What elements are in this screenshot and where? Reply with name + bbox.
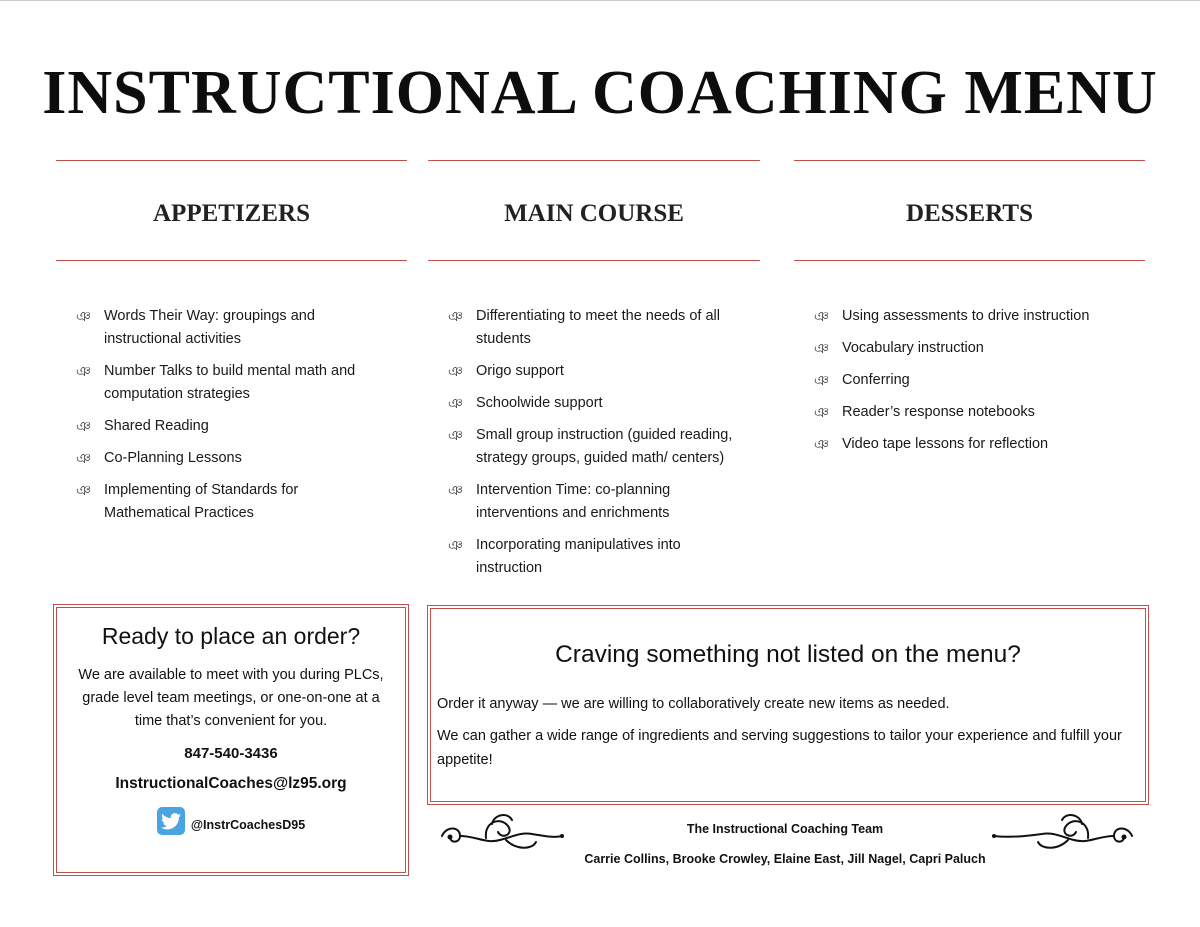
twitter-bird-icon xyxy=(157,807,185,835)
craving-paragraph: We can gather a wide range of ingredients and serving suggestions to tailor your experience and fulfill your appetite! xyxy=(437,728,1122,768)
list-item: ঞ Vocabulary instruction xyxy=(814,337,1134,360)
craving-title: Craving something not listed on the menu? xyxy=(555,641,1021,668)
list-item: ঞ Differentiating to meet the needs of all students xyxy=(448,305,748,351)
fleuron-bullet-icon: ঞ xyxy=(814,372,829,388)
divider xyxy=(794,260,1145,261)
list-item: ঞ Origo support xyxy=(448,360,748,383)
desserts-list xyxy=(814,305,1134,465)
list-item: ঞ Reader’s response notebooks xyxy=(814,401,1134,424)
flourish-ornament-icon xyxy=(988,810,1138,858)
list-item: ঞ Implementing of Standards for Mathematical Practices xyxy=(76,479,376,525)
order-body: We are available to meet with you during PLCs, grade level team meetings, or one-on-one at a time that’s convenient for you. xyxy=(78,667,384,729)
craving-box xyxy=(430,608,1146,802)
list-item: ঞ Number Talks to build mental math and computation strategies xyxy=(76,360,376,406)
list-item: ঞ Words Their Way: groupings and instructional activities xyxy=(76,305,376,351)
list-item: ঞ Intervention Time: co-planning interventions and enrichments xyxy=(448,479,748,525)
fleuron-bullet-icon: ঞ xyxy=(814,308,829,324)
fleuron-bullet-icon: ঞ xyxy=(814,340,829,356)
divider xyxy=(56,260,407,261)
divider xyxy=(428,160,760,161)
fleuron-bullet-icon: ঞ xyxy=(814,404,829,420)
fleuron-bullet-icon: ঞ xyxy=(76,450,91,466)
team-title: The Instructional Coaching Team xyxy=(686,822,884,836)
fleuron-bullet-icon: ঞ xyxy=(448,427,463,443)
list-item: ঞ Shared Reading xyxy=(76,415,376,438)
order-title: Ready to place an order? xyxy=(101,623,361,649)
twitter-link[interactable] xyxy=(57,807,405,835)
divider xyxy=(428,260,760,261)
list-item: ঞ Conferring xyxy=(814,369,1134,392)
twitter-handle: @InstrCoachesD95 xyxy=(190,818,306,832)
fleuron-bullet-icon: ঞ xyxy=(814,436,829,452)
list-item: ঞ Co-Planning Lessons xyxy=(76,447,376,470)
fleuron-bullet-icon: ঞ xyxy=(76,482,91,498)
flourish-ornament-icon xyxy=(436,810,566,858)
fleuron-bullet-icon: ঞ xyxy=(76,418,91,434)
divider xyxy=(794,160,1145,161)
appetizers-list xyxy=(76,305,376,534)
list-item: ঞ Small group instruction (guided reading, strategy groups, guided math/ centers) xyxy=(448,424,748,470)
column-heading: APPETIZERS xyxy=(153,200,310,227)
main-course-column xyxy=(428,160,760,576)
fleuron-bullet-icon: ঞ xyxy=(448,537,463,553)
fleuron-bullet-icon: ঞ xyxy=(448,363,463,379)
fleuron-bullet-icon: ঞ xyxy=(448,308,463,324)
top-border xyxy=(0,0,1200,1)
list-item: ঞ Schoolwide support xyxy=(448,392,748,415)
fleuron-bullet-icon: ঞ xyxy=(448,395,463,411)
column-heading: MAIN COURSE xyxy=(504,200,684,227)
fleuron-bullet-icon: ঞ xyxy=(76,308,91,324)
divider xyxy=(56,160,407,161)
appetizers-column xyxy=(56,160,407,521)
order-box xyxy=(56,607,406,873)
desserts-column xyxy=(794,160,1145,452)
list-item: ঞ Video tape lessons for reflection xyxy=(814,433,1134,456)
list-item: ঞ Using assessments to drive instruction xyxy=(814,305,1134,328)
list-item: ঞ Incorporating manipulatives into instruction xyxy=(448,534,748,580)
column-heading: DESSERTS xyxy=(906,200,1033,227)
page-title: INSTRUCTIONAL COACHING MENU xyxy=(42,59,1158,127)
fleuron-bullet-icon: ঞ xyxy=(448,482,463,498)
craving-paragraph: Order it anyway — we are willing to collaboratively create new items as needed. xyxy=(437,696,950,712)
fleuron-bullet-icon: ঞ xyxy=(76,363,91,379)
main-course-list xyxy=(448,305,748,589)
phone-number[interactable]: 847-540-3436 xyxy=(184,745,278,762)
team-names: Carrie Collins, Brooke Crowley, Elaine East, Jill Nagel, Capri Paluch xyxy=(584,852,986,866)
email-link[interactable]: InstructionalCoaches@lz95.org xyxy=(115,775,347,792)
